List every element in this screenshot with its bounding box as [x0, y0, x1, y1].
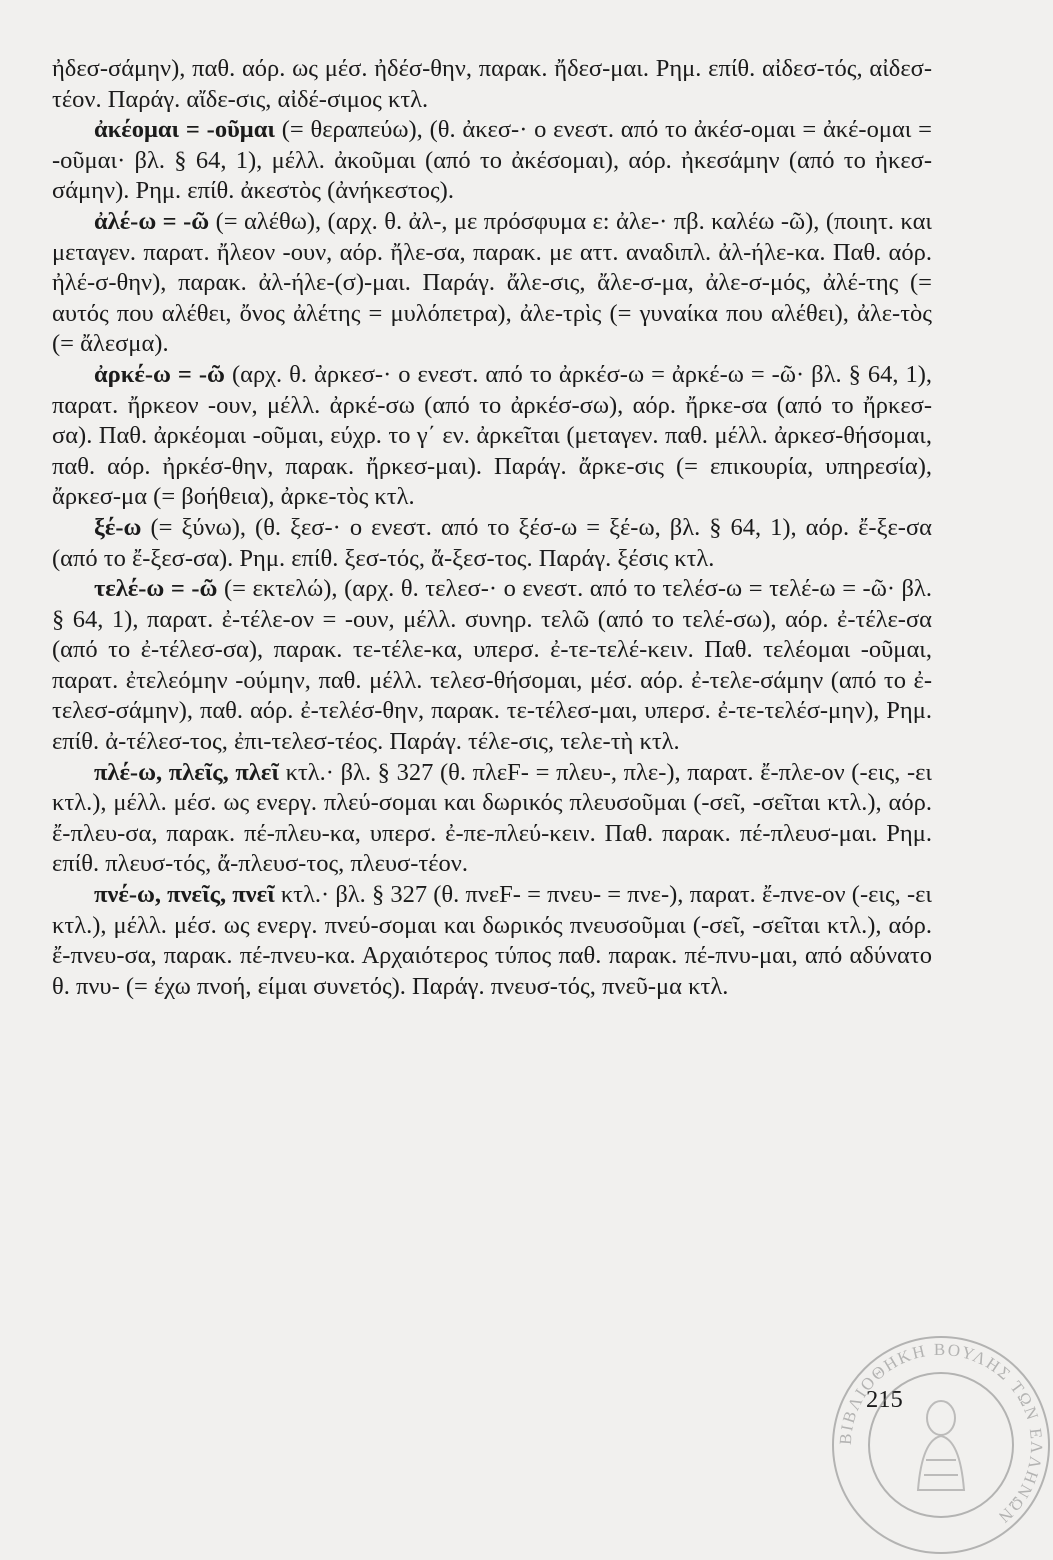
entry-body: κτλ.· βλ. § 327 (θ. πλεF- = πλευ-, πλε-), παρατ. ἔ-πλε-ον (-εις, -ει κτλ.), μέλλ. μέσ. ως ενεργ. πλεύ-σομαι και δωρικός πλευσοῦμαι (-σεῖ, -σεῖται κτλ.), αόρ. ἔ-πλευ-σα, παρακ. πέ-πλευ-κα, υπερσ. ἐ-πε-πλεύ-κειν. Παθ. παρακ. πέ-πλευσ-μαι. Ρημ. επίθ. πλευσ-τός, ἄ-πλευσ-τος, πλευσ-τέον. — [52, 758, 932, 878]
entry-body: (αρχ. θ. ἀρκεσ-· ο ενεστ. από το ἀρκέσ-ω = ἀρκέ-ω = -ῶ· βλ. § 64, 1), παρατ. ἤρκεον -ουν, μέλλ. ἀρκέ-σω (από το ἀρκέσ-σω), αόρ. ἤρκε-σα (από το ἤρκεσ-σα). Παθ. ἀρκέομαι -οῦμαι, εύχρ. το γ΄ εν. ἀρκεῖται (μεταγεν. παθ. μέλλ. ἀρκεσ-θήσομαι, παθ. αόρ. ἠρκέσ-θην, παρακ. ἤρκεσ-μαι). Παράγ. ἄρκε-σις (= επικουρία, υπηρεσία), ἄρκεσ-μα (= βοήθεια), ἀρκε-τὸς κτλ. — [52, 360, 932, 511]
entry-aleo — [52, 207, 932, 360]
entry-head: ξέ-ω — [94, 513, 142, 541]
entry-teleo — [52, 574, 932, 758]
entry-pleo — [52, 758, 932, 880]
entry-head: πνέ-ω, πνεῖς, πνεῖ — [94, 881, 275, 909]
entry-pneo — [52, 880, 932, 1002]
entry-head: ἀκέομαι = -οῦμαι — [94, 116, 275, 144]
entry-head: τελέ-ω = -ῶ — [94, 575, 218, 603]
stamp-figure-icon — [918, 1401, 964, 1490]
entry-xeo — [52, 513, 932, 574]
entry-arkeo — [52, 360, 932, 513]
entry-head: πλέ-ω, πλεῖς, πλεῖ — [94, 758, 279, 786]
entry-continuation — [52, 54, 932, 115]
entry-body: (= εκτελώ), (αρχ. θ. τελεσ-· ο ενεστ. από το τελέσ-ω = τελέ-ω = -ῶ· βλ. § 64, 1), παρατ. ἐ-τέλε-ον = -ουν, μέλλ. συνηρ. τελῶ (από το τελέ-σω), αόρ. ἐ-τέλε-σα (από το ἐ-τέλεσ-σα), παρακ. τε-τέλε-κα, υπερσ. ἐ-τε-τελέ-κειν. Παθ. τελέομαι -οῦμαι, παρατ. ἐτελεόμην -ούμην, παθ. μέλλ. τελεσ-θήσομαι, μέσ. αόρ. ἐ-τελε-σάμην (από το ἐ-τελεσ-σάμην), παθ. αόρ. ἐ-τελέσ-θην, παρακ. τε-τέλεσ-μαι, υπερσ. ἐ-τε-τελέσ-μην), Ρημ. επίθ. ἀ-τέλεσ-τος, ἐπι-τελεσ-τέος. Παράγ. τέλε-σις, τελε-τὴ κτλ. — [52, 575, 932, 756]
page-number: 215 — [866, 1386, 903, 1413]
entry-akeomai — [52, 115, 932, 207]
entry-head: ἀλέ-ω = -ῶ — [94, 207, 210, 235]
entry-body: (= θεραπεύω), (θ. ἀκεσ-· ο ενεστ. από το ἀκέσ-ομαι = ἀκέ-ομαι = -οῦμαι· βλ. § 64, 1), μέλλ. ἀκοῦμαι (από το ἀκέσομαι), αόρ. ἠκεσάμην (από το ἠκεσ-σάμην). Ρημ. επίθ. ἀκεστὸς (ἀνήκεστος). — [52, 116, 932, 205]
entry-body: ἠδεσ-σάμην), παθ. αόρ. ως μέσ. ἠδέσ-θην, παρακ. ἤδεσ-μαι. Ρημ. επίθ. αἰδεσ-τός, αἰδεσ-τέον. Παράγ. αἴδε-σις, αἰδέ-σιμος κτλ. — [52, 55, 932, 113]
page-text — [52, 54, 932, 1002]
entry-body: (= αλέθω), (αρχ. θ. ἀλ-, με πρόσφυμα ε: ἀλε-· πβ. καλέω -ῶ), (ποιητ. και μεταγεν. παρατ. ἤλεον -ουν, αόρ. ἤλε-σα, παρακ. με αττ. αναδιπλ. ἀλ-ήλε-κα. Παθ. αόρ. ἠλέ-σ-θην), παρακ. ἀλ-ήλε-(σ)-μαι. Παράγ. ἄλε-σις, ἄλε-σ-μα, ἀλε-σ-μός, ἀλέ-της (= αυτός που αλέθει, ὄνος ἀλέτης = μυλόπετρα), ἀλε-τρὶς (= γυναίκα που αλέθει), ἀλε-τὸς (= ἄλεσμα). — [52, 207, 932, 358]
entry-body: (= ξύνω), (θ. ξεσ-· ο ενεστ. από το ξέσ-ω = ξέ-ω, βλ. § 64, 1), αόρ. ἔ-ξε-σα (από το ἔ-ξεσ-σα). Ρημ. επίθ. ξεσ-τός, ἄ-ξεσ-τος. Παράγ. ξέσις κτλ. — [52, 513, 932, 572]
entry-head: ἀρκέ-ω = -ῶ — [94, 360, 225, 388]
stamp-text: ΒΙΒΛΙΟΘΗΚΗ ΒΟΥΛΗΣ ΤΩΝ ΕΛΛΗΝΩΝ — [835, 1339, 1047, 1528]
library-stamp — [826, 1330, 1053, 1560]
entry-body: κτλ.· βλ. § 327 (θ. πνεF- = πνευ- = πνε-), παρατ. ἔ-πνε-ον (-εις, -ει κτλ.), μέλλ. μέσ. ως ενεργ. πνεύ-σομαι και δωρικός πνευσοῦμαι (-σεῖ, -σεῖται κτλ.), αόρ. ἔ-πνευ-σα, παρακ. πέ-πνευ-κα. Αρχαιότερος τύπος παθ. παρακ. πέ-πνυ-μαι, από αδύνατο θ. πνυ- (= έχω πνοή, είμαι συνετός). Παράγ. πνευσ-τός, πνεῦ-μα κτλ. — [52, 881, 933, 1000]
